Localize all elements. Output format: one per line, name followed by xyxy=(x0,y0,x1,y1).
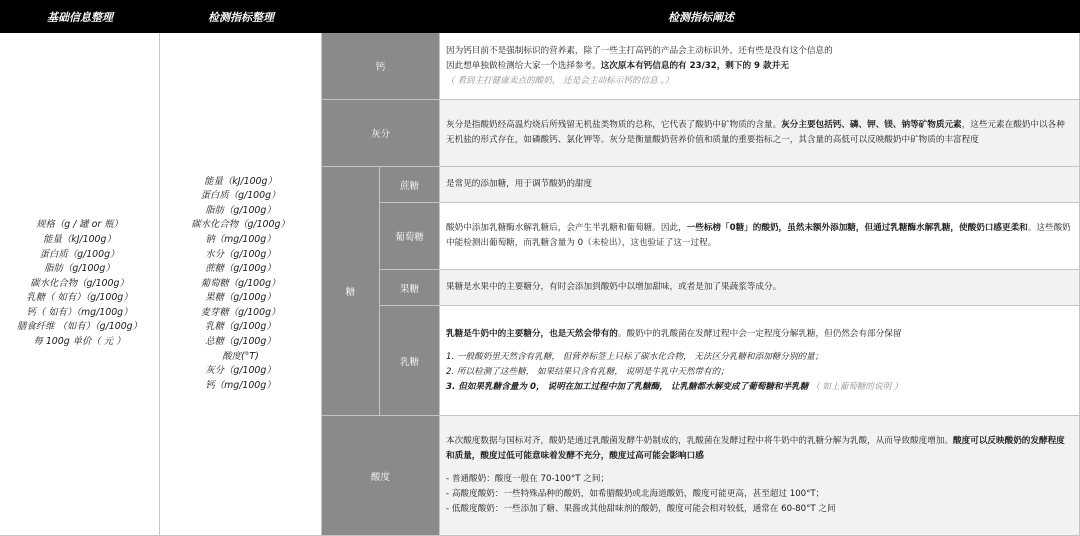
indicator-item: 蛋白质（g/100g） xyxy=(200,190,281,202)
indicators-column xyxy=(160,33,322,536)
lactose-point-3-bold: 3. 但如果乳糖含量为 0， 说明在加工过程中加了乳糖酶， 让乳糖都水解变成了葡萄糖和半乳糖 xyxy=(446,381,809,392)
lactose-intro xyxy=(446,327,1073,342)
calcium-line2 xyxy=(446,59,1073,74)
acidity-intro xyxy=(446,434,1073,464)
basic-info-item: 脂肪（g/100g） xyxy=(44,263,115,275)
basic-info-item: 乳糖（ 如有）（g/100g） xyxy=(26,292,133,304)
acidity-bullet-3: - 低酸度酸奶：一些添加了糖、果酱或其他甜味剂的酸奶，酸度可能会相对较低，通常在 60-80°T 之间 xyxy=(446,504,836,514)
acidity-intro-bold: 酸度可以反映酸奶的发酵程度和质量，酸度过低可能意味着发酵不充分，酸度过高可能会影响口感 xyxy=(446,436,1065,461)
acidity-bullet-2: - 高酸度酸奶：一些特殊品种的酸奶，如希腊酸奶或北海道酸奶，酸度可能更高，甚至超过 100°T； xyxy=(446,489,825,499)
glucose-text-bold: 一些标榜「0糖」的酸奶，虽然未额外添加糖，但通过乳糖酶水解乳糖，使酸奶口感更柔和 xyxy=(686,223,1028,233)
glucose-text-1: 酸奶中添加乳糖酶水解乳糖后，会产生半乳糖和葡萄糖。因此， xyxy=(446,223,687,233)
indicator-item: 水分（g/100g） xyxy=(205,248,276,260)
basic-info-column xyxy=(0,33,160,536)
fructose-text: 果糖是水果中的主要糖分，有时会添加到酸奶中以增加甜味，或者是加了果蔬浆等成分。 xyxy=(446,282,782,292)
basic-info-item: 膳食纤维 （如有）（g/100g） xyxy=(17,321,142,333)
acidity-label: 酸度 xyxy=(322,416,440,536)
acidity-intro-plain: 本次酸度数据与国标对齐，酸奶是通过乳酸菌发酵牛奶制成的，乳酸菌在发酵过程中将牛奶中的乳糖分解为乳酸，从而导致酸度增加。 xyxy=(446,436,954,446)
glucose-text xyxy=(446,221,1073,251)
calcium-line2-plain: 因此想单独做检测给大家一个选择参考。 xyxy=(446,60,601,71)
lactose-point-3 xyxy=(446,380,1073,395)
sucrose-label: 蔗糖 xyxy=(380,167,440,203)
ash-text-bold: 灰分主要包括钙、磷、钾、镁、钠等矿物质元素 xyxy=(781,120,962,130)
basic-info-item: 每 100g 单价（ 元 ） xyxy=(33,336,126,348)
indicator-item: 灰分（g/100g） xyxy=(205,365,276,377)
indicator-item: 钙（mg/100g） xyxy=(205,379,276,391)
ash-label: 灰分 xyxy=(322,100,440,167)
acidity-description xyxy=(440,416,1080,536)
lactose-point-1: 1. 一般酸奶里天然含有乳糖， 但营养标签上只标了碳水化合物， 无法区分乳糖和添加糖分别的量； xyxy=(446,351,824,362)
glucose-text-3: 。这些酸奶中能检测出葡萄糖，而乳糖含量为 0（未检出），这也验证了这一过程。 xyxy=(446,223,1071,248)
calcium-line2-bold: 这次原本有钙信息的有 23/32，剩下的 9 款并无 xyxy=(600,60,789,71)
fructose-label: 果糖 xyxy=(380,270,440,306)
indicator-item: 果糖（g/100g） xyxy=(205,292,276,304)
indicator-item: 碳水化合物（g/100g） xyxy=(191,219,290,231)
ash-text-1: 灰分是指酸奶经高温灼烧后所残留无机盐类物质的总称，它代表了酸奶中矿物质的含量。 xyxy=(446,120,782,130)
glucose-label: 葡萄糖 xyxy=(380,203,440,270)
lactose-label: 乳糖 xyxy=(380,306,440,416)
indicator-item: 总糖（g/100g） xyxy=(205,336,276,348)
sugar-label: 糖 xyxy=(322,167,380,416)
ash-text xyxy=(446,118,1073,148)
basic-info-item: 蛋白质（g/100g） xyxy=(39,248,120,260)
indicator-item: 脂肪（g/100g） xyxy=(205,204,276,216)
basic-info-item: 碳水化合物（g/100g） xyxy=(30,277,129,289)
indicator-item: 葡萄糖（g/100g） xyxy=(200,277,281,289)
indicator-item: 乳糖（g/100g） xyxy=(205,321,276,333)
header-basic-info: 基础信息整理 xyxy=(0,0,160,33)
calcium-description xyxy=(440,33,1080,100)
indicator-item: 能量（kJ/100g） xyxy=(204,175,277,187)
basic-info-item: 钙（ 如有）（mg/100g） xyxy=(26,306,133,318)
acidity-bullet-1: - 普通酸奶：酸度一般在 70-100°T 之间； xyxy=(446,474,610,484)
glucose-description xyxy=(440,203,1080,270)
calcium-label: 钙 xyxy=(322,33,440,100)
lactose-intro-bold: 乳糖是牛奶中的主要糖分，也是天然会带有的 xyxy=(446,328,618,339)
ash-description xyxy=(440,100,1080,167)
calcium-hint: （ 看到主打健康卖点的酸奶， 还是会主动标示钙的信息 。） xyxy=(446,75,674,86)
sucrose-text: 是常见的添加糖，用于调节酸奶的甜度 xyxy=(446,179,593,189)
basic-info-item: 规格（g / 罐 or 瓶） xyxy=(36,219,123,231)
calcium-line1: 因为钙目前不是强制标识的营养素，除了一些主打高钙的产品会主动标识外，还有些是没有这个信息的 xyxy=(446,45,833,56)
lactose-description xyxy=(440,306,1080,416)
indicator-item: 酸度(°T) xyxy=(222,350,259,362)
header-indicators: 检测指标整理 xyxy=(160,0,322,33)
lactose-point-3-hint: （ 如上葡萄糖的说明 ） xyxy=(811,381,903,392)
header-description: 检测指标阐述 xyxy=(322,0,1080,33)
fructose-description xyxy=(440,270,1080,306)
indicator-item: 麦芽糖（g/100g） xyxy=(200,306,281,318)
lactose-point-2: 2. 所以检测了这些糖， 如果结果只含有乳糖， 说明是牛乳中天然带有的； xyxy=(446,366,729,377)
basic-info-item: 能量（kJ/100g） xyxy=(43,233,116,245)
ash-text-3: ，这些元素在酸奶中以各种无机盐的形式存在，如磷酸钙、氯化钾等。灰分是衡量酸奶营养价值和质量的重要指标之一，其含量的高低可以反映酸奶中矿物质的丰富程度 xyxy=(446,120,1065,145)
indicator-item: 钠（mg/100g） xyxy=(205,233,276,245)
indicator-item: 蔗糖（g/100g） xyxy=(205,263,276,275)
lactose-intro-rest: 。酸奶中的乳酸菌在发酵过程中会一定程度分解乳糖，但仍然会有部分保留 xyxy=(617,328,902,339)
sucrose-description xyxy=(440,167,1080,203)
